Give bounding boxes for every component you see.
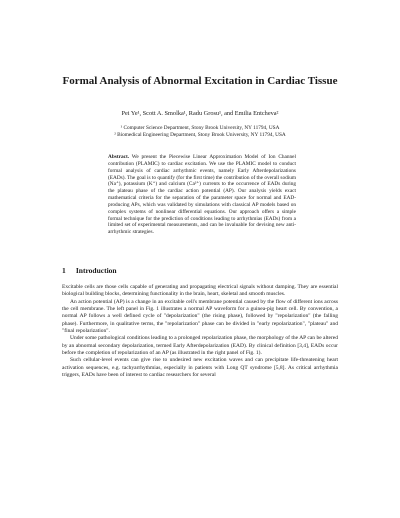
paragraph: Under some pathological conditions leading to a prolonged repolarization phase, the morphology of the AP can be altered by an abnormal secondary depolarization, termed Early Afterdepolarization (EAD). By clinical definition [3,4], EADs occur before the completion of repolarization of an AP (as illustrated in the right panel of Fig. 1).	[62, 335, 338, 357]
section-heading	[62, 266, 117, 275]
affiliation-2: ² Biomedical Engineering Department, Stony Brook University, NY 11794, USA	[114, 132, 286, 138]
paragraph: Such cellular-level events can give rise to undesired new excitation waves and can precipitate life-threatening heart activation sequences, e.g. tachyarrhythmias, especially in patients with Long QT syndrome [5,8]. As critical arrhythmia triggers, EADs have been of interest to cardiac researchers for several	[62, 357, 338, 379]
abstract	[108, 154, 296, 236]
section-title: Introduction	[75, 266, 117, 275]
paragraph: An action potential (AP) is a change in an excitable cell's membrane potential caused by the flow of different ions across the cell membrane. The left panel in Fig. 1 illustrates a normal AP waveform for a guinea-pig heart cell. By convention, a normal AP follows a well defined cycle of "depolarization" (the rising phase), followed by "repolarization" (the falling phase). Furthermore, in qualitative terms, the "repolarization" phase can be divided in "early repolarization", "plateau" and "final repolarization".	[62, 298, 338, 335]
affiliation-1: ¹ Computer Science Department, Stony Brook University, NY 11794, USA	[120, 125, 280, 131]
author-list: Pei Ye¹, Scott A. Smolka¹, Radu Grosu¹, and Emilia Entcheva²	[121, 110, 279, 117]
abstract-label: Abstract.	[108, 154, 130, 160]
affiliations	[60, 125, 340, 139]
body-text	[62, 284, 338, 379]
section-number: 1	[62, 266, 66, 275]
paper-title: Formal Analysis of Abnormal Excitation in Cardiac Tissue	[62, 75, 338, 87]
abstract-text: We present the Piecewise Linear Approximation Model of Ion Channel contribution (PLAMIC) to cardiac excitation. We use the PLAMIC model to conduct formal analysis of cardiac arrhythmic events, namely Early Afterdepolarizations (EADs). The goal is to quantify (for the first time) the contribution of the overall sodium (Na⁺), potassium (K⁺) and calcium (Ca²⁺) currents to the occurrence of EADs during the plateau phase of the cardiac action potential (AP). Our analysis yields exact mathematical criteria for the separation of the parameter space for normal and EAD-producing APs, which was validated by simulations with classical AP models based on complex systems of nonlinear differential equations. Our approach offers a simple formal technique for the prediction of conditions leading to arrhythmias (EADs) from a limited set of experimental measurements, and can be invaluable for devising new anti-arrhythmic strategies.	[108, 154, 297, 236]
paragraph: Excitable cells are those cells capable of generating and propagating electrical signals without damping. They are essential biological building blocks, determining functionality in the brain, heart, skeletal and smooth muscles.	[62, 284, 338, 298]
